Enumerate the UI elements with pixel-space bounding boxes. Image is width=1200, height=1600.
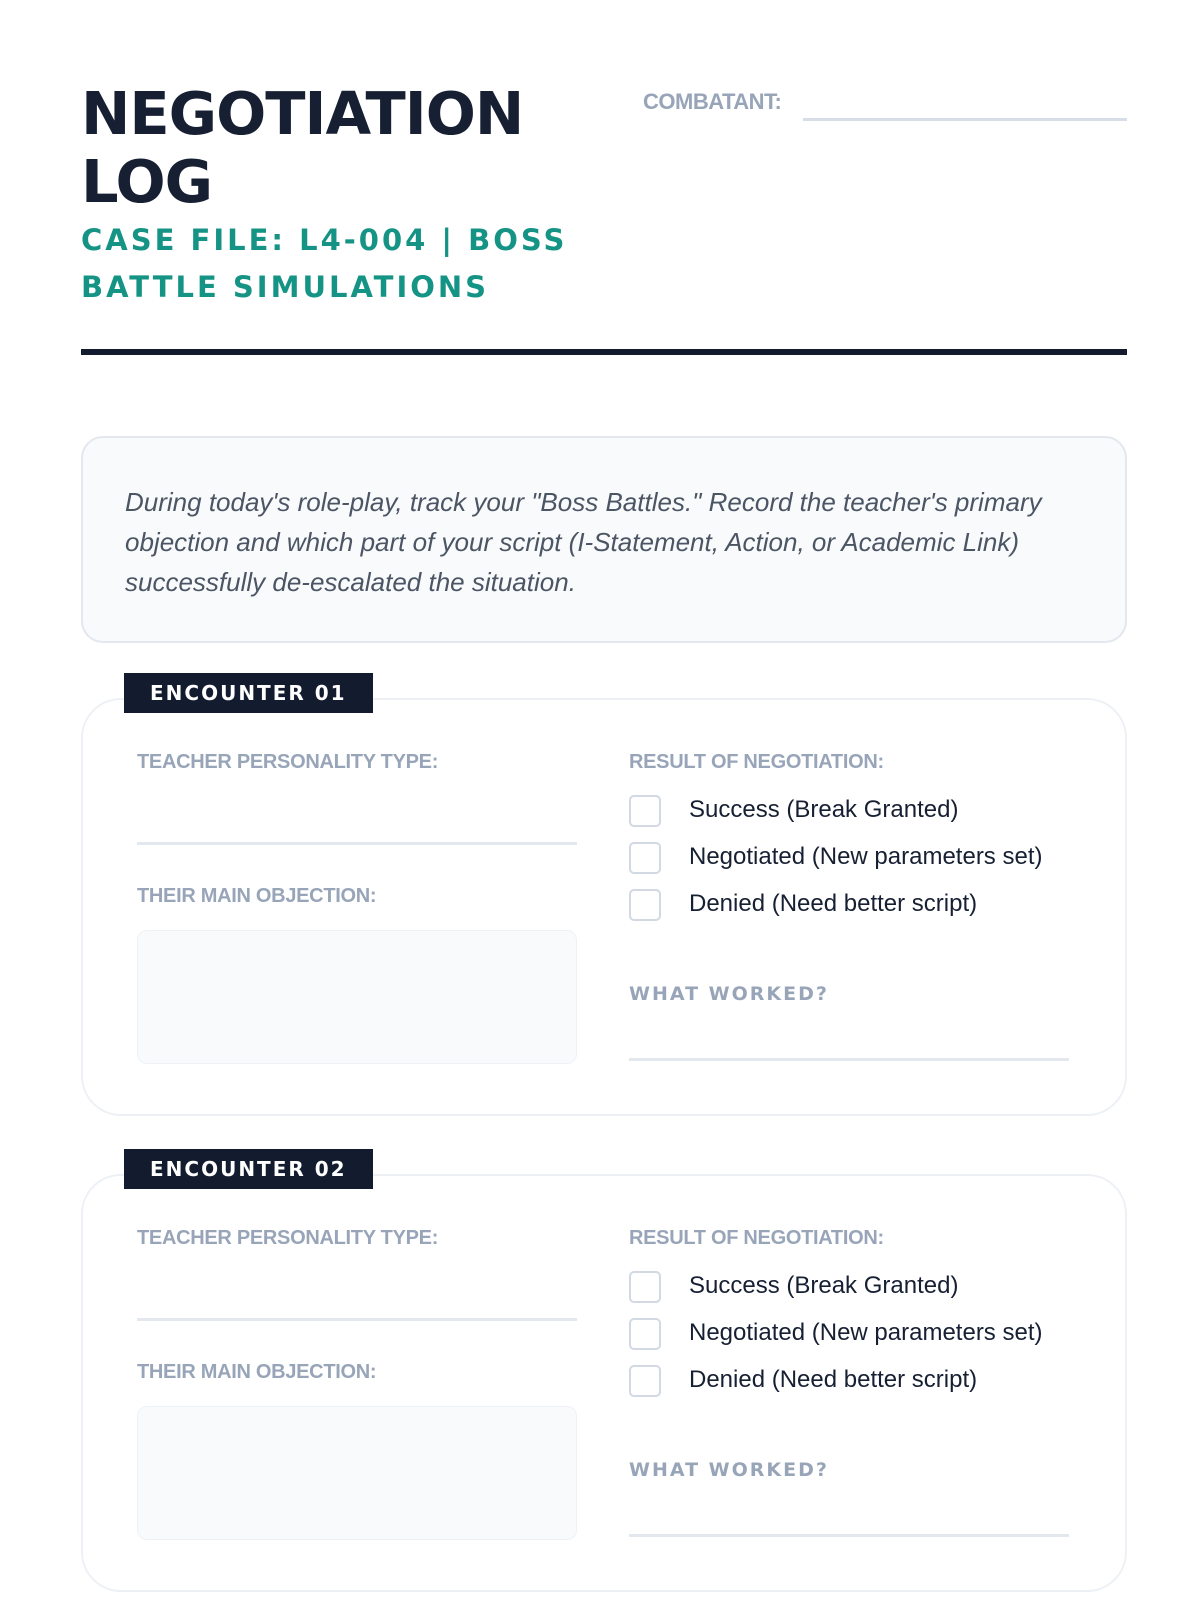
checkbox[interactable] — [629, 1318, 661, 1350]
option-label: Negotiated (New parameters set) — [689, 843, 1043, 870]
checkbox[interactable] — [629, 842, 661, 874]
combatant-label: COMBATANT: — [643, 89, 782, 114]
what-worked-label: WHAT WORKED? — [629, 983, 829, 1005]
result-label: RESULT OF NEGOTIATION: — [629, 751, 884, 773]
personality-label: TEACHER PERSONALITY TYPE: — [137, 1227, 439, 1249]
personality-input-line[interactable] — [137, 842, 577, 845]
combatant-field[interactable] — [643, 85, 1127, 125]
objection-label: THEIR MAIN OBJECTION: — [137, 1361, 377, 1383]
header-divider — [81, 349, 1127, 355]
encounter-title: ENCOUNTER 01 — [124, 673, 373, 713]
personality-label: TEACHER PERSONALITY TYPE: — [137, 751, 439, 773]
personality-input-line[interactable] — [137, 1318, 577, 1321]
option-label: Denied (Need better script) — [689, 890, 978, 917]
encounter-card — [81, 1157, 1127, 1592]
result-option-negotiated[interactable] — [629, 1317, 1099, 1351]
what-worked-label: WHAT WORKED? — [629, 1459, 829, 1481]
what-worked-input-line[interactable] — [629, 1534, 1069, 1537]
option-label: Denied (Need better script) — [689, 1366, 978, 1393]
what-worked-input-line[interactable] — [629, 1058, 1069, 1061]
combatant-input-line[interactable] — [803, 118, 1127, 121]
checkbox[interactable] — [629, 795, 661, 827]
page-title: NEGOTIATION LOG — [81, 79, 524, 216]
objection-textbox[interactable] — [137, 930, 577, 1064]
case-file-subtitle: CASE FILE: L4-004 | BOSS BATTLE SIMULATIONS — [81, 223, 568, 304]
encounter-title: ENCOUNTER 02 — [124, 1149, 373, 1189]
checkbox[interactable] — [629, 1271, 661, 1303]
checkbox[interactable] — [629, 1365, 661, 1397]
result-option-denied[interactable] — [629, 888, 1099, 922]
objection-textbox[interactable] — [137, 1406, 577, 1540]
result-option-negotiated[interactable] — [629, 841, 1099, 875]
result-option-success[interactable] — [629, 1270, 1099, 1304]
result-label: RESULT OF NEGOTIATION: — [629, 1227, 884, 1249]
instructions-box — [81, 436, 1127, 643]
option-label: Negotiated (New parameters set) — [689, 1319, 1043, 1346]
result-option-denied[interactable] — [629, 1364, 1099, 1398]
objection-label: THEIR MAIN OBJECTION: — [137, 885, 377, 907]
instructions-text: During today's role-play, track your "Boss Battles." Record the teacher's primary objection and which part of your script (I-Statement, Action, or Academic Link) successfully de-escalated the situation. — [125, 487, 1042, 597]
option-label: Success (Break Granted) — [689, 1272, 959, 1299]
checkbox[interactable] — [629, 889, 661, 921]
option-label: Success (Break Granted) — [689, 796, 959, 823]
encounter-card — [81, 681, 1127, 1116]
result-option-success[interactable] — [629, 794, 1099, 828]
